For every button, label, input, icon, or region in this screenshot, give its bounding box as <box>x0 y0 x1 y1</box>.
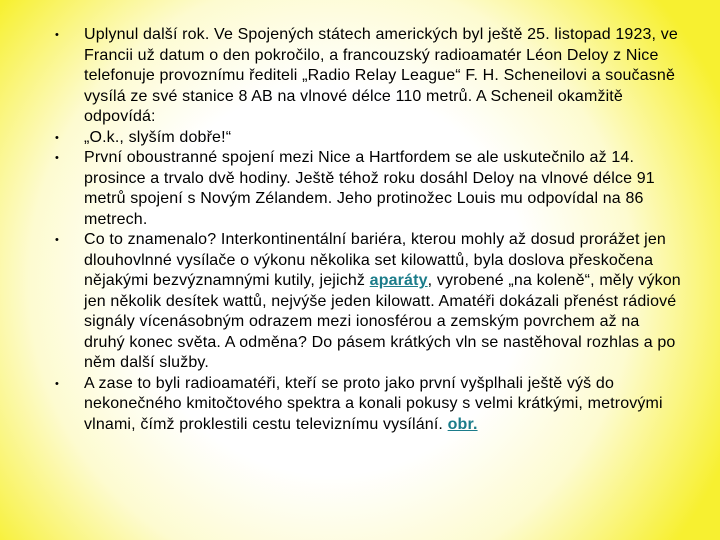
bullet-text: První oboustranné spojení mezi Nice a Hartfordem se ale uskutečnilo až 14. prosince a trvalo dvě hodiny. Ještě téhož roku dosáhl Deloy na vlnové délce 91 metrů spojení s Novým Zélandem. Jeho protinožec Louis mu odpovídal na 86 metrech. <box>84 149 655 228</box>
bullet-marker: • <box>55 131 60 144</box>
bullet-item <box>52 148 682 230</box>
bullet-marker: • <box>55 234 60 246</box>
bullet-text-before-link: A zase to byli radioamatéři, kteří se proto jako první vyšplhali ještě výš do nekonečného kmitočtového spektra a konali pokusy s velmi krátkými, metrovými vlnami, čímž proklestili cestu televiznímu vysílání. <box>84 374 663 433</box>
bullet-text-after-link: , vyrobené „na koleně“, měly výkon jen několik desítek wattů, nejvýše jeden kilowatt. Amatéři dokázali přenést rádiové signály vícenásobným odrazem mezi ionosférou a zemským povrchem až na druhý konec světa. A odměna? Do pásem krátkých vln se nastěhoval rozhlas a po něm další služby. <box>84 272 681 371</box>
bullet-list <box>52 25 682 435</box>
bullet-marker: • <box>55 377 60 390</box>
bullet-text: „O.k., slyším dobře!“ <box>84 128 232 146</box>
bullet-text-before-link: Co to znamenalo? Interkontinentální bariéra, kterou mohly až dosud prorážet jen dlouhovlnné vysílače o výkonu několika set kilowattů, byla doslova přeskočena nějakými bezvýznamnými kutily, jejichž <box>84 231 666 289</box>
bullet-marker: • <box>55 152 60 164</box>
bullet-marker: • <box>55 29 60 41</box>
bullet-item <box>52 128 682 149</box>
bullet-item <box>52 230 682 374</box>
bullet-text: Uplynul další rok. Ve Spojených státech amerických byl ještě 25. listopad 1923, ve Francii už datum o den pokročilo, a francouzský radioamatér Léon Deloy z Nice telefonuje provoznímu řediteli „Radio Relay League“ F. H. Scheneilovi a současně vysílá ze své stanice 8 AB na vlnové délce 110 metrů. A Scheneil okamžitě odpovídá: <box>84 26 678 125</box>
bullet-item <box>52 25 682 128</box>
obr-link[interactable]: obr. <box>447 415 478 433</box>
aparaty-link[interactable]: aparáty <box>369 272 428 289</box>
bullet-item <box>52 374 682 436</box>
